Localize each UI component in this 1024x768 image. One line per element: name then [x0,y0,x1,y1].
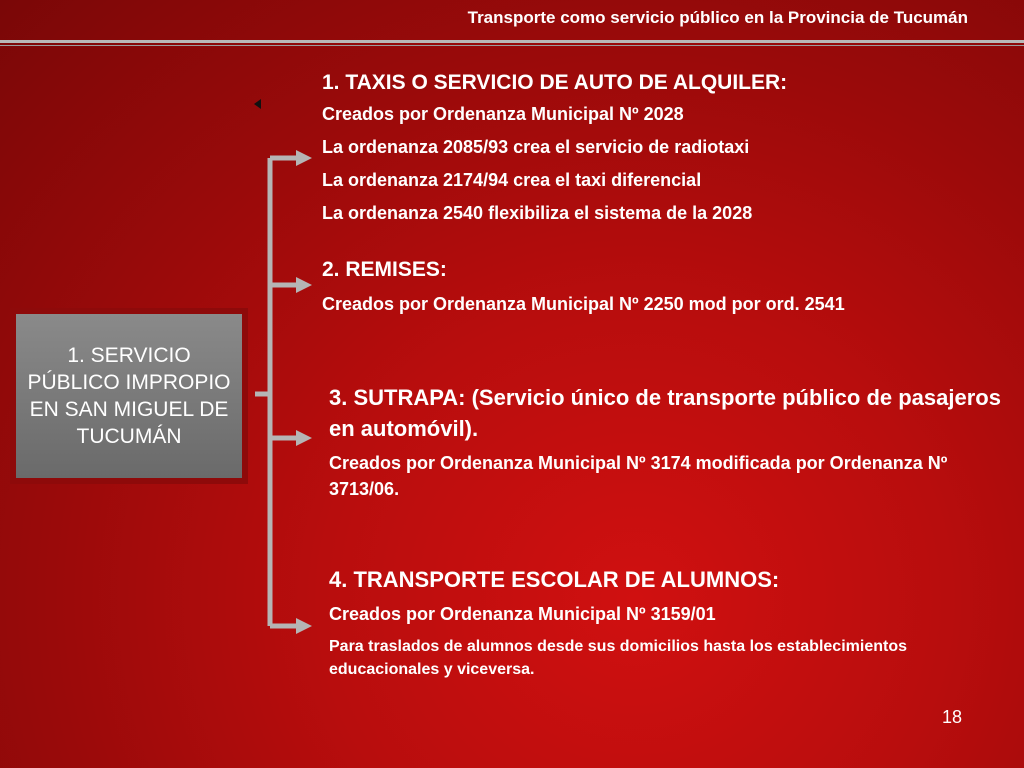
section-line: Creados por Ordenanza Municipal Nº 2028 [322,104,684,124]
section-line: La ordenanza 2174/94 crea el taxi diferencial [322,170,702,190]
section-line: Para traslados de alumnos desde sus domicilios hasta los establecimientos educacionales y viceversa. [329,638,907,678]
category-box-label: 1. SERVICIO PÚBLICO IMPROPIO EN SAN MIGUEL DE TUCUMÁN [27,344,231,448]
arrow-head-2-icon [296,277,312,293]
page-number: 18 [941,707,962,727]
section-line: Creados por Ordenanza Municipal Nº 2250 mod por ord. 2541 [322,294,845,314]
category-box-inner [16,314,242,478]
section-line: Creados por Ordenanza Municipal Nº 3159/01 [329,604,716,624]
section-title: 3. SUTRAPA: (Servicio único de transporte público de pasajeros en automóvil). [329,385,1001,441]
section-taxis [322,68,787,230]
section-transporte-escolar [329,564,1009,681]
section-title: 1. TAXIS O SERVICIO DE AUTO DE ALQUILER: [322,71,788,94]
section-line: Creados por Ordenanza Municipal Nº 3174 modificada por Ordenanza Nº 3713/06. [329,453,948,499]
arrow-head-4-icon [296,618,312,634]
section-sutrapa [329,382,1009,502]
section-remises [322,255,845,317]
section-line: La ordenanza 2085/93 crea el servicio de radiotaxi [322,137,750,157]
arrow-head-1-icon [296,150,312,166]
category-box [10,308,248,484]
section-title: 4. TRANSPORTE ESCOLAR DE ALUMNOS: [329,567,780,592]
arrow-head-3-icon [296,430,312,446]
slide-header-title: Transporte como servicio público en la Provincia de Tucumán [467,8,968,27]
section-line: La ordenanza 2540 flexibiliza el sistema de la 2028 [322,203,753,223]
section-title: 2. REMISES: [322,258,447,281]
